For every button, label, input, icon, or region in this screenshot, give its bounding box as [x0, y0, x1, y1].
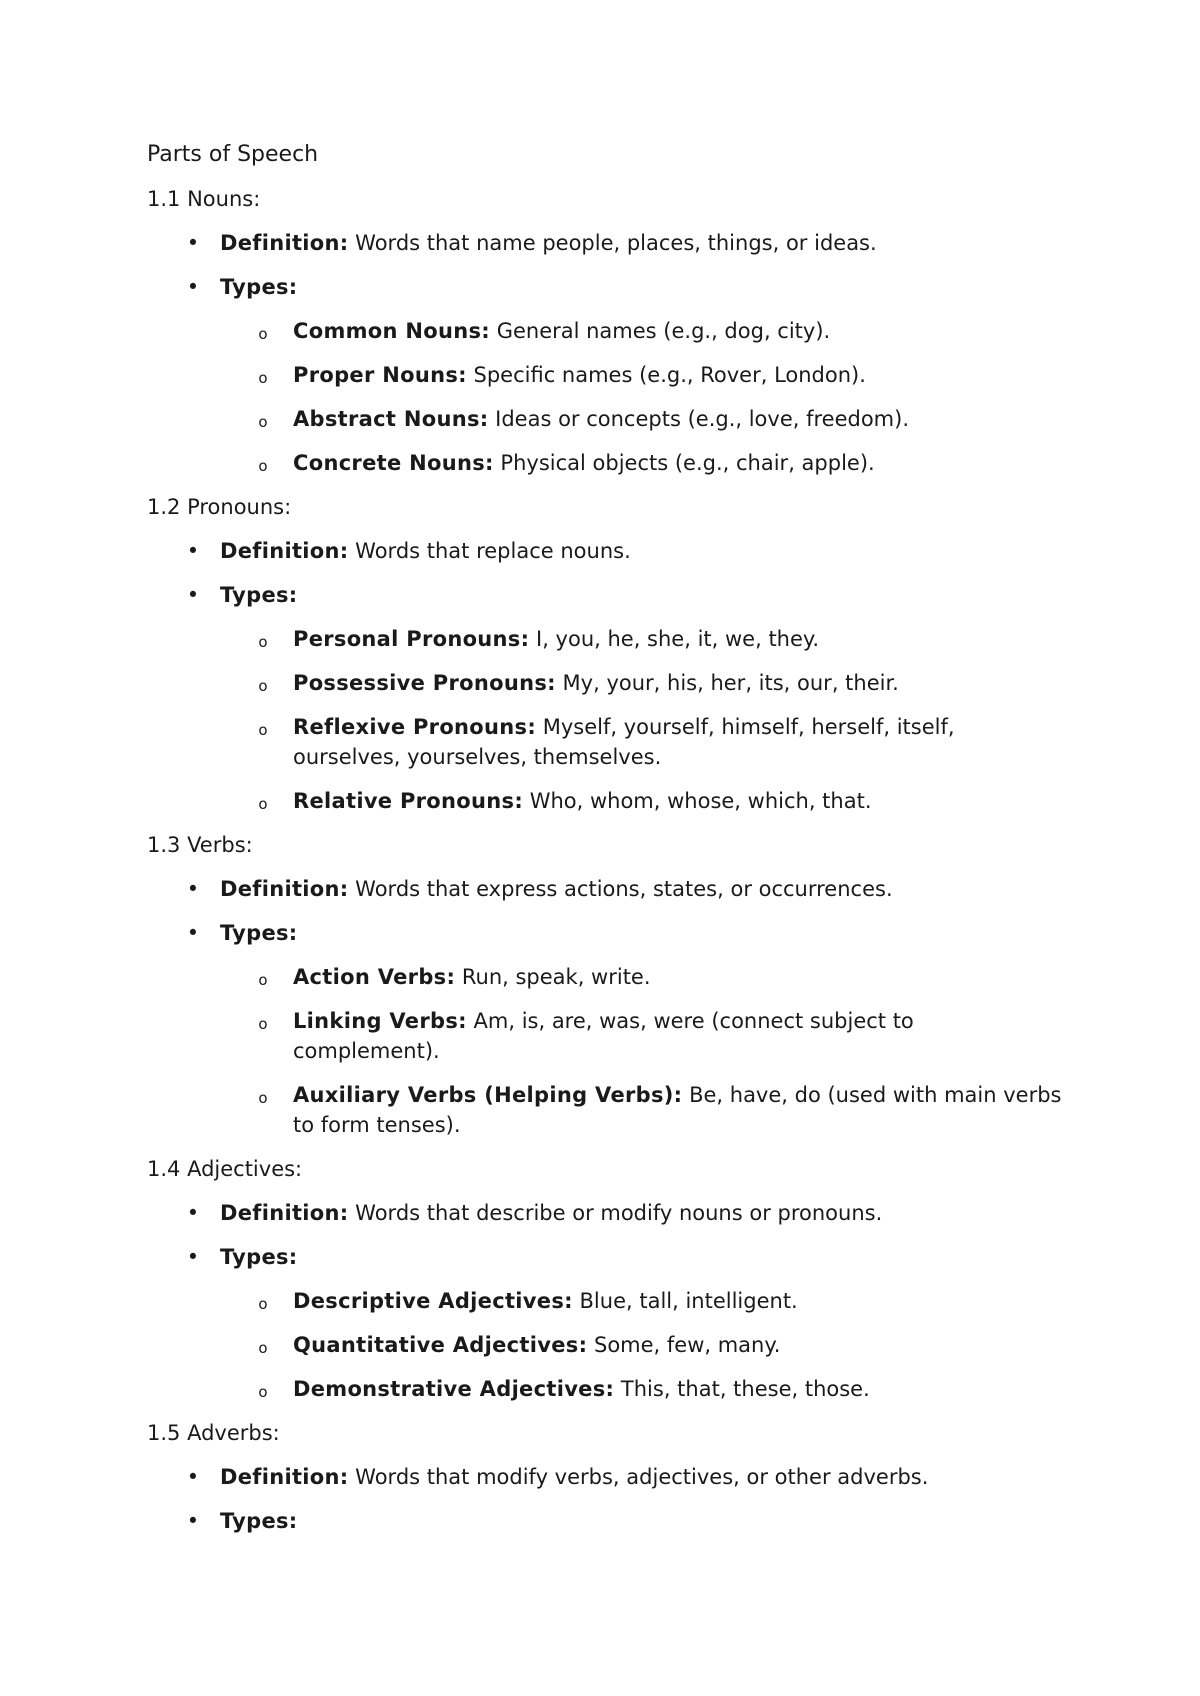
bullet-icon: •	[186, 275, 200, 299]
type-term: Proper Nouns:	[293, 363, 467, 387]
section-heading: 1.5 Adverbs:	[147, 1421, 280, 1445]
types-item	[147, 1506, 1067, 1536]
definition-text: Words that modify verbs, adjectives, or other adverbs.	[355, 1465, 929, 1489]
bullet-icon: •	[186, 583, 200, 607]
type-item	[147, 1080, 1067, 1140]
types-label: Types:	[220, 1245, 298, 1269]
type-item	[147, 404, 1067, 434]
type-term: Quantitative Adjectives:	[293, 1333, 588, 1357]
section-adverbs	[147, 1418, 1067, 1536]
type-term: Linking Verbs:	[293, 1009, 467, 1033]
type-text: Physical objects (e.g., chair, apple).	[500, 451, 875, 475]
types-label: Types:	[220, 1509, 298, 1533]
types-item	[147, 1242, 1067, 1404]
definition-item	[147, 1198, 1067, 1228]
sub-bullet-icon: o	[258, 325, 268, 343]
section-heading: 1.3 Verbs:	[147, 833, 253, 857]
bullet-list	[147, 536, 1067, 816]
definition-item	[147, 536, 1067, 566]
definition-item	[147, 1462, 1067, 1492]
type-item	[147, 668, 1067, 698]
type-item	[147, 786, 1067, 816]
section-heading: 1.1 Nouns:	[147, 187, 261, 211]
document-title: Parts of Speech	[147, 142, 319, 167]
type-item	[147, 1006, 1067, 1066]
definition-text: Words that replace nouns.	[355, 539, 631, 563]
sub-bullet-icon: o	[258, 1339, 268, 1357]
type-term: Abstract Nouns:	[293, 407, 489, 431]
sub-bullet-icon: o	[258, 795, 268, 813]
definition-label: Definition:	[220, 1465, 349, 1489]
definition-label: Definition:	[220, 231, 349, 255]
types-item	[147, 580, 1067, 816]
section-heading: 1.2 Pronouns:	[147, 495, 292, 519]
type-text: Run, speak, write.	[461, 965, 651, 989]
type-term: Auxiliary Verbs (Helping Verbs):	[293, 1083, 683, 1107]
type-text: I, you, he, she, it, we, they.	[536, 627, 820, 651]
bullet-icon: •	[186, 921, 200, 945]
types-list	[147, 316, 1067, 478]
type-item	[147, 1330, 1067, 1360]
type-text: This, that, these, those.	[620, 1377, 870, 1401]
type-term: Possessive Pronouns:	[293, 671, 556, 695]
type-term: Action Verbs:	[293, 965, 456, 989]
type-text: Blue, tall, intelligent.	[579, 1289, 798, 1313]
definition-label: Definition:	[220, 877, 349, 901]
types-item	[147, 918, 1067, 1140]
bullet-icon: •	[186, 539, 200, 563]
sub-bullet-icon: o	[258, 1015, 268, 1033]
sub-bullet-icon: o	[258, 677, 268, 695]
types-list	[147, 962, 1067, 1140]
type-item	[147, 962, 1067, 992]
bullet-list	[147, 874, 1067, 1140]
type-text: Who, whom, whose, which, that.	[529, 789, 872, 813]
bullet-icon: •	[186, 877, 200, 901]
bullet-icon: •	[186, 1201, 200, 1225]
type-item	[147, 1374, 1067, 1404]
sub-bullet-icon: o	[258, 1383, 268, 1401]
type-item	[147, 448, 1067, 478]
sub-bullet-icon: o	[258, 721, 268, 739]
definition-item	[147, 874, 1067, 904]
type-text: My, your, his, her, its, our, their.	[562, 671, 899, 695]
sub-bullet-icon: o	[258, 971, 268, 989]
type-text: General names (e.g., dog, city).	[496, 319, 831, 343]
section-adjectives	[147, 1154, 1067, 1404]
type-text: Ideas or concepts (e.g., love, freedom).	[495, 407, 910, 431]
bullet-icon: •	[186, 231, 200, 255]
type-item	[147, 316, 1067, 346]
sub-bullet-icon: o	[258, 369, 268, 387]
section-pronouns	[147, 492, 1067, 816]
type-term: Descriptive Adjectives:	[293, 1289, 573, 1313]
sub-bullet-icon: o	[258, 1089, 268, 1107]
type-term: Reflexive Pronouns:	[293, 715, 537, 739]
types-list	[147, 1286, 1067, 1404]
type-term: Relative Pronouns:	[293, 789, 524, 813]
type-item	[147, 624, 1067, 654]
definition-label: Definition:	[220, 539, 349, 563]
types-label: Types:	[220, 921, 298, 945]
types-list	[147, 624, 1067, 816]
definition-text: Words that describe or modify nouns or pronouns.	[355, 1201, 883, 1225]
type-term: Common Nouns:	[293, 319, 490, 343]
type-text: Be, have, do (used with main verbs to form tenses).	[293, 1083, 1062, 1137]
type-text: Some, few, many.	[593, 1333, 781, 1357]
bullet-list	[147, 1198, 1067, 1404]
bullet-list	[147, 1462, 1067, 1536]
types-label: Types:	[220, 275, 298, 299]
type-term: Demonstrative Adjectives:	[293, 1377, 615, 1401]
type-item	[147, 712, 1067, 772]
sub-bullet-icon: o	[258, 457, 268, 475]
bullet-icon: •	[186, 1245, 200, 1269]
type-item	[147, 360, 1067, 390]
definition-text: Words that express actions, states, or occurrences.	[355, 877, 893, 901]
types-item	[147, 272, 1067, 478]
sub-bullet-icon: o	[258, 633, 268, 651]
bullet-icon: •	[186, 1509, 200, 1533]
sub-bullet-icon: o	[258, 1295, 268, 1313]
type-term: Personal Pronouns:	[293, 627, 530, 651]
type-item	[147, 1286, 1067, 1316]
section-verbs	[147, 830, 1067, 1140]
definition-item	[147, 228, 1067, 258]
type-text: Specific names (e.g., Rover, London).	[473, 363, 866, 387]
bullet-icon: •	[186, 1465, 200, 1489]
sub-bullet-icon: o	[258, 413, 268, 431]
bullet-list	[147, 228, 1067, 478]
definition-label: Definition:	[220, 1201, 349, 1225]
type-text: Am, is, are, was, were (connect subject to complement).	[293, 1009, 914, 1063]
section-heading: 1.4 Adjectives:	[147, 1157, 303, 1181]
document-body	[147, 140, 1067, 1550]
types-label: Types:	[220, 583, 298, 607]
type-term: Concrete Nouns:	[293, 451, 494, 475]
definition-text: Words that name people, places, things, or ideas.	[355, 231, 877, 255]
section-nouns	[147, 184, 1067, 478]
type-text: Myself, yourself, himself, herself, itself, ourselves, yourselves, themselves.	[293, 715, 955, 769]
